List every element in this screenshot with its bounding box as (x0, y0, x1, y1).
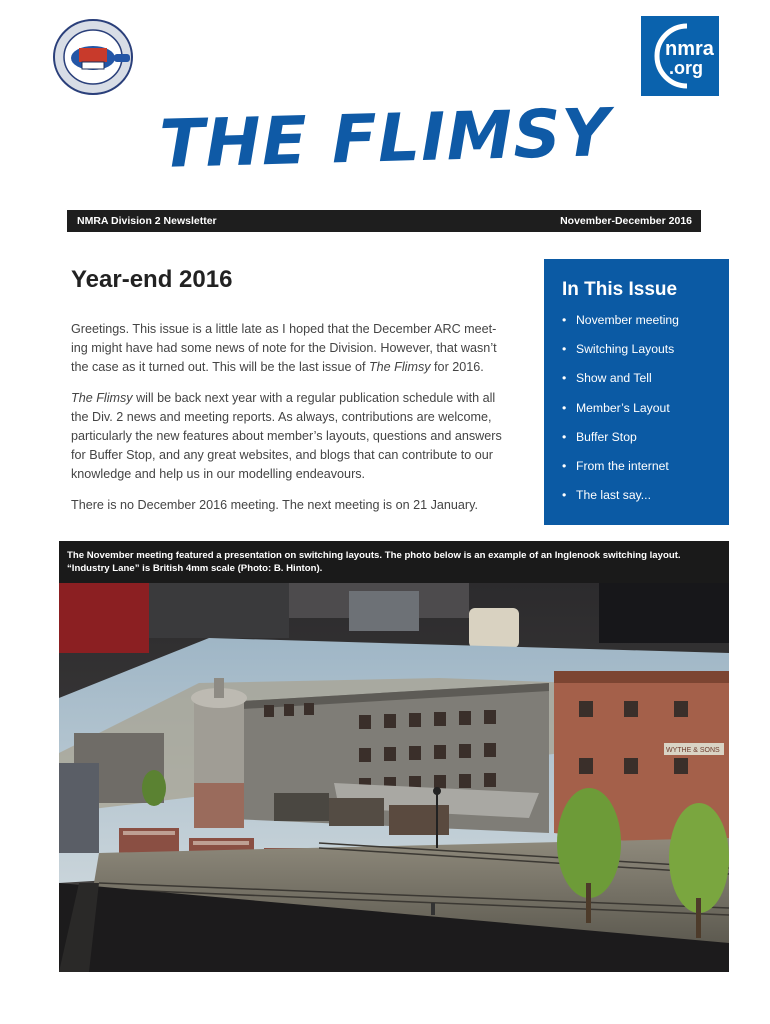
article-paragraph-3: There is no December 2016 meeting. The next meeting is on 21 January. (71, 498, 478, 512)
newsletter-name: NMRA Division 2 Newsletter (77, 215, 217, 227)
newsletter-title: THE FLIMSY (158, 94, 612, 183)
caption-line-1: The November meeting featured a presentation on switching layouts. The photo below is an example of an Inglenook switching layout. (67, 550, 681, 561)
article-paragraph-1: Greetings. This issue is a little late as I hoped that the December ARC meet-ing might have had some news of note for the Division. However, that wasn’t the case as it turned out. This will be the last issue of The Flimsy for 2016. (71, 322, 497, 374)
toc-item-switching-layouts[interactable]: • Switching Layouts (562, 342, 717, 357)
toc-title: In This Issue (562, 279, 678, 300)
toc-item-the-last-say[interactable]: • The last say... (562, 488, 717, 503)
logo-text-nmra: nmra (665, 38, 714, 60)
photo-caption (59, 541, 729, 583)
toc-item-buffer-stop[interactable]: • Buffer Stop (562, 430, 717, 445)
caption-line-2: “Industry Lane” is British 4mm scale (Photo: B. Hinton). (67, 562, 323, 574)
issue-date: November-December 2016 (560, 215, 692, 227)
in-this-issue-box (544, 259, 729, 525)
toc-list (562, 313, 717, 503)
toc-item-show-and-tell[interactable]: • Show and Tell (562, 371, 717, 386)
nmra-logo (641, 16, 719, 96)
toc-item-members-layout[interactable]: • Member’s Layout (562, 401, 717, 416)
article-body (71, 320, 511, 527)
article-title: Year-end 2016 (71, 266, 233, 293)
toc-item-november-meeting[interactable]: • November meeting (562, 313, 717, 328)
arc-logo (52, 18, 136, 96)
newsletter-info-bar (67, 210, 701, 232)
logo-text-org: .org (669, 58, 703, 78)
article-paragraph-2: The Flimsy will be back next year with a regular publication schedule with all the Div. 2 news and meeting reports. As always, contributions are welcome, particularly the new features about member’s layouts, questions and answers for Buffer Stop, and any great websites, and blogs that can contribute to our knowledge and help us in our modelling endeavours. (71, 391, 502, 481)
toc-item-from-the-internet[interactable]: • From the internet (562, 459, 717, 474)
photo-sign: WYTHE & SONS (666, 747, 720, 754)
layout-photo (59, 583, 729, 972)
